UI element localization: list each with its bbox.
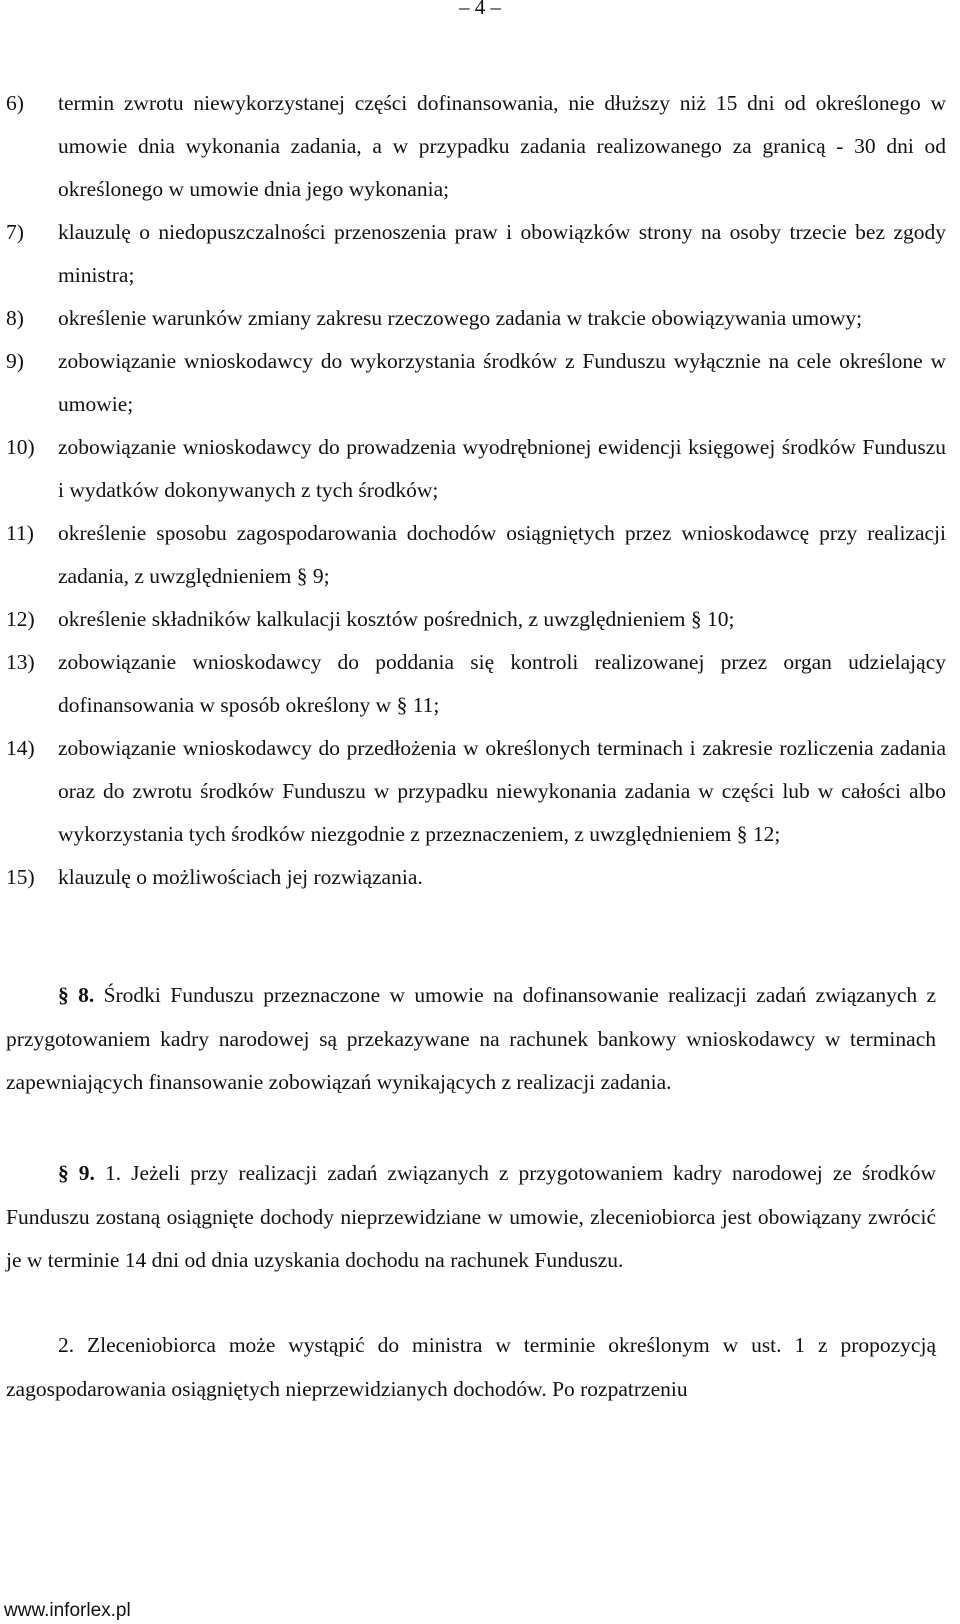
list-item-number: 14) — [6, 736, 35, 760]
list-item-text: zobowiązanie wnioskodawcy do wykorzystania środków z Funduszu wyłącznie na cele określone w umowie; — [58, 349, 946, 416]
list-item-text: klauzulę o niedopuszczalności przenoszenia praw i obowiązków strony na osoby trzecie bez zgody ministra; — [58, 220, 946, 287]
list-item — [0, 598, 960, 641]
list-item — [0, 512, 960, 598]
list-item-text: zobowiązanie wnioskodawcy do poddania się kontroli realizowanej przez organ udzielający dofinansowania w sposób określony w § 11; — [58, 650, 946, 717]
section-8-paragraph — [0, 974, 936, 1105]
footer-site-link[interactable]: www.inforlex.pl — [4, 1600, 131, 1621]
list-item-text: określenie warunków zmiany zakresu rzeczowego zadania w trakcie obowiązywania umowy; — [58, 306, 863, 330]
section-9-label: § 9. — [58, 1161, 95, 1185]
list-item — [0, 856, 960, 899]
section-8-label: § 8. — [58, 983, 95, 1007]
list-item-number: 7) — [6, 220, 24, 244]
list-item-text: klauzulę o możliwościach jej rozwiązania. — [58, 865, 423, 889]
list-item-number: 6) — [6, 91, 24, 115]
list-item-number: 15) — [6, 865, 35, 889]
list-item-number: 10) — [6, 435, 35, 459]
list-item-number: 12) — [6, 607, 35, 631]
list-item-number: 8) — [6, 306, 24, 330]
list-item-number: 11) — [6, 521, 34, 545]
list-item-text: zobowiązanie wnioskodawcy do prowadzenia wyodrębnionej ewidencji księgowej środków Funduszu i wydatków dokonywanych z tych środków; — [58, 435, 946, 502]
section-9-text-2: 2. Zleceniobiorca może wystąpić do ministra w terminie określonym w ust. 1 z propozycją zagospodarowania osiągniętych nieprzewidzianych dochodów. Po rozpatrzeniu — [6, 1333, 936, 1401]
section-8-text: Środki Funduszu przeznaczone w umowie na dofinansowanie realizacji zadań związanych z przygotowaniem kadry narodowej są przekazywane na rachunek bankowy wnioskodawcy w terminach zapewniających finansowanie zobowiązań wynikających z realizacji zadania. — [6, 983, 937, 1094]
list-item-text: zobowiązanie wnioskodawcy do przedłożenia w określonych terminach i zakresie rozliczenia zadania oraz do zwrotu środków Funduszu w przypadku niewykonania zadania w części lub w całości albo wykorzystania tych środków niezgodnie z przeznaczeniem, z uwzględnieniem § 12; — [58, 736, 946, 846]
list-item — [0, 82, 960, 211]
list-item-text: termin zwrotu niewykorzystanej części dofinansowania, nie dłuższy niż 15 dni od określonego w umowie dnia wykonania zadania, a w przypadku zadania realizowanego za granicą - 30 dni od określonego w umowie dnia jego wykonania; — [58, 91, 946, 201]
list-item — [0, 426, 960, 512]
list-item-number: 9) — [6, 349, 24, 373]
section-9-text-1: 1. Jeżeli przy realizacji zadań związanych z przygotowaniem kadry narodowej ze środków Funduszu zostaną osiągnięte dochody nieprzewidziane w umowie, zleceniobiorca jest obowiązany zwrócić je w terminie 14 dni od dnia uzyskania dochodu na rachunek Funduszu. — [6, 1161, 937, 1272]
page-number: – 4 – — [459, 0, 501, 19]
list-item-text: określenie sposobu zagospodarowania dochodów osiągniętych przez wnioskodawcę przy realizacji zadania, z uwzględnieniem § 9; — [58, 521, 946, 588]
list-item — [0, 211, 960, 297]
list-item — [0, 727, 960, 856]
section-9-paragraph-1 — [0, 1152, 936, 1283]
list-item-number: 13) — [6, 650, 35, 674]
list-item — [0, 340, 960, 426]
requirements-list — [0, 82, 960, 899]
list-item — [0, 297, 960, 340]
list-item-text: określenie składników kalkulacji kosztów pośrednich, z uwzględnieniem § 10; — [58, 607, 735, 631]
section-9-paragraph-2 — [0, 1324, 936, 1411]
list-item — [0, 641, 960, 727]
